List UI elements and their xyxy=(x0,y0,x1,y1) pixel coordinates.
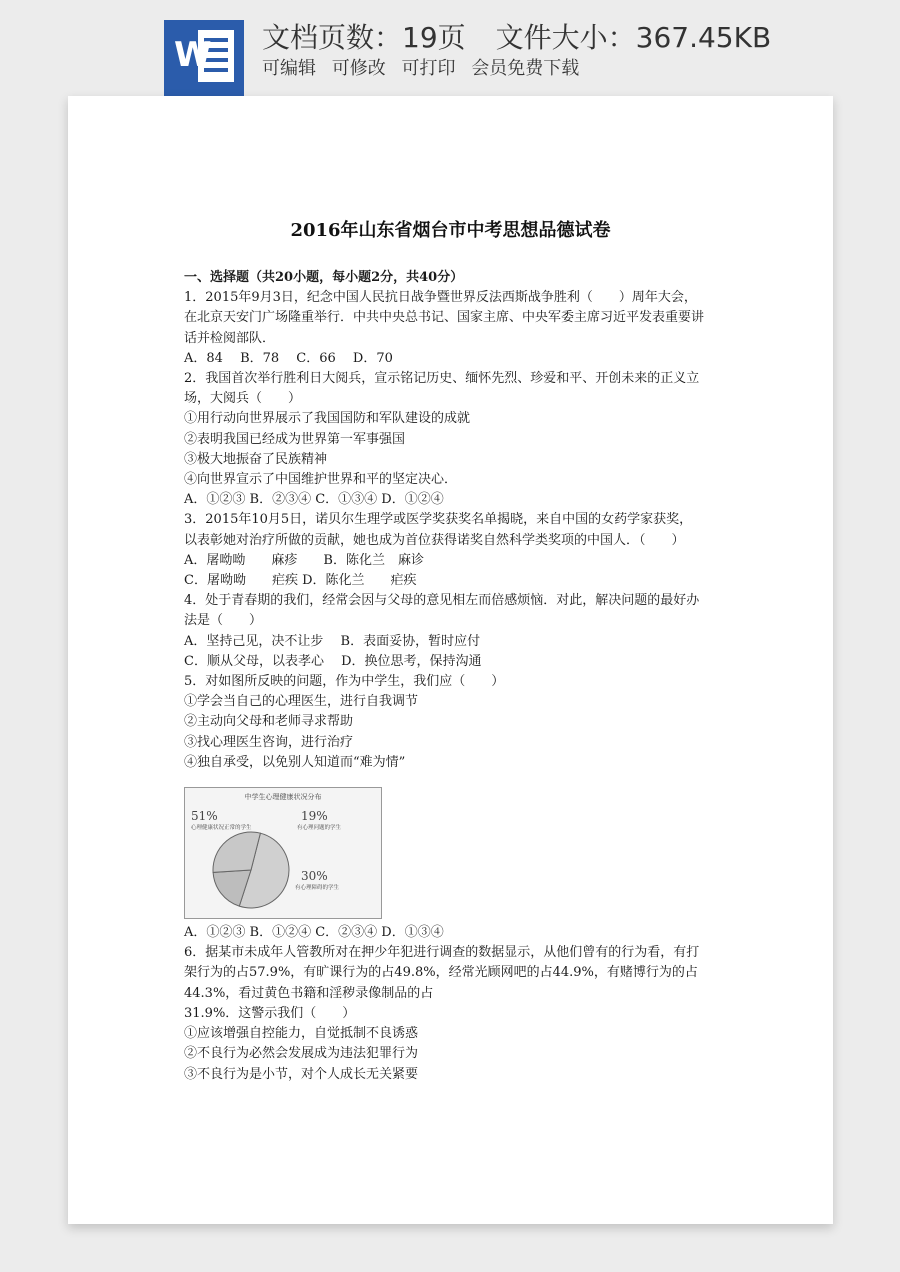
slice-label: 19% xyxy=(301,809,328,824)
text-line: ③找心理医生咨询，进行治疗 xyxy=(184,734,354,750)
text-line: 31.9%．这警示我们（ ） xyxy=(184,1005,356,1021)
feature-modifiable: 可修改 xyxy=(331,58,386,79)
slice-annotation: 有心理问题的学生 xyxy=(297,825,342,832)
download-banner xyxy=(0,0,900,96)
text-line: ②表明我国已经成为世界第一军事强国 xyxy=(184,431,406,447)
text-line: A．①②③ B．②③④ C．①③④ D．①②④ xyxy=(184,492,444,508)
slice-label: 30% xyxy=(301,869,328,884)
text-line: 话并检阅部队． xyxy=(184,330,276,346)
text-line: A．84 B．78 C．66 D．70 xyxy=(184,350,393,366)
text-line: 44.3%，看过黄色书籍和淫秽录像制品的占 xyxy=(184,985,434,1001)
pie-chart xyxy=(185,788,381,918)
chart-title: 中学生心理健康状况分布 xyxy=(244,793,322,802)
text-line: ③不良行为是小节，对个人成长无关紧要 xyxy=(184,1066,419,1082)
text-line: C．顺从父母，以表孝心 D．换位思考，保持沟通 xyxy=(184,653,482,669)
text-line: ①应该增强自控能力，自觉抵制不良诱惑 xyxy=(184,1026,419,1042)
text-line: ②不良行为必然会发展成为违法犯罪行为 xyxy=(184,1046,419,1062)
text-line: A．坚持己见，决不让步 B．表面妥协，暂时应付 xyxy=(184,633,481,649)
text-line: C．屠呦呦 疟疾 D．陈化兰 疟疾 xyxy=(184,573,417,589)
document-title: 2016年山东省烟台市中考思想品德试卷 xyxy=(290,220,611,241)
feature-list xyxy=(262,56,589,82)
text-line: 4．处于青春期的我们，经常会因与父母的意见相左而倍感烦恼．对此，解决问题的最好办 xyxy=(184,593,700,609)
text-line: 法是（ ） xyxy=(184,613,263,629)
text-line: A．①②③ B．①②④ C．②③④ D．①③④ xyxy=(184,925,444,941)
pie-chart-figure xyxy=(184,787,382,919)
feature-editable: 可编辑 xyxy=(262,58,316,79)
document-page xyxy=(68,96,833,1224)
file-info xyxy=(262,18,771,58)
text-line: 2．我国首次举行胜利日大阅兵，宣示铭记历史、缅怀先烈、珍爱和平、开创未来的正义立 xyxy=(184,371,700,387)
slice-label: 51% xyxy=(191,809,218,824)
file-size: 文件大小：367.45KB xyxy=(495,21,772,54)
slice-annotation: 心理健康状况正常的学生 xyxy=(191,825,252,832)
slice-annotation: 有心理障碍的学生 xyxy=(295,885,340,892)
text-line: 3．2015年10月5日，诺贝尔生理学或医学奖获奖名单揭晓，来自中国的女药学家获奖， xyxy=(184,512,693,528)
questions-5-6 xyxy=(184,923,744,1085)
document-body xyxy=(184,268,744,1085)
text-line: ①用行动向世界展示了我国国防和军队建设的成就 xyxy=(184,411,471,427)
text-line: ④向世界宣示了中国维护世界和平的坚定决心． xyxy=(184,472,458,488)
word-document-icon xyxy=(164,20,244,96)
text-line: ③极大地振奋了民族精神 xyxy=(184,451,328,467)
text-line: 5．对如图所反映的问题，作为中学生，我们应（ ） xyxy=(184,674,505,690)
text-line: 6．据某市未成年人管教所对在押少年犯进行调查的数据显示，从他们曾有的行为看，有打 xyxy=(184,945,700,961)
text-line: ④独自承受，以免别人知道而“难为情” xyxy=(184,754,406,770)
word-icon-letter: W xyxy=(174,35,212,75)
text-line: 在北京天安门广场隆重举行．中共中央总书记、国家主席、中央军委主席习近平发表重要讲 xyxy=(184,310,705,326)
text-line: 以表彰她对治疗所做的贡献，她也成为首位获得诺奖自然科学类奖项的中国人．（ ） xyxy=(184,532,685,548)
text-line: 架行为的占57.9%，有旷课行为的占49.8%，经常光顾网吧的占44.9%，有赌博行为的占 xyxy=(184,965,698,981)
text-line: A．屠呦呦 麻疹 B．陈化兰 麻诊 xyxy=(184,552,424,568)
text-line: ①学会当自己的心理医生，进行自我调节 xyxy=(184,694,419,710)
feature-member-download: 会员免费下载 xyxy=(471,58,580,79)
text-line: ②主动向父母和老师寻求帮助 xyxy=(184,714,354,730)
page-count: 文档页数：19页 xyxy=(262,21,466,54)
text-line: 1．2015年9月3日，纪念中国人民抗日战争暨世界反法西斯战争胜利（ ）周年大会， xyxy=(184,290,697,306)
section-heading: 一、选择题（共20小题，每小题2分，共40分） xyxy=(184,270,464,285)
questions-1-5 xyxy=(184,288,744,773)
text-line: 场，大阅兵（ ） xyxy=(184,391,302,407)
feature-printable: 可打印 xyxy=(401,58,456,79)
